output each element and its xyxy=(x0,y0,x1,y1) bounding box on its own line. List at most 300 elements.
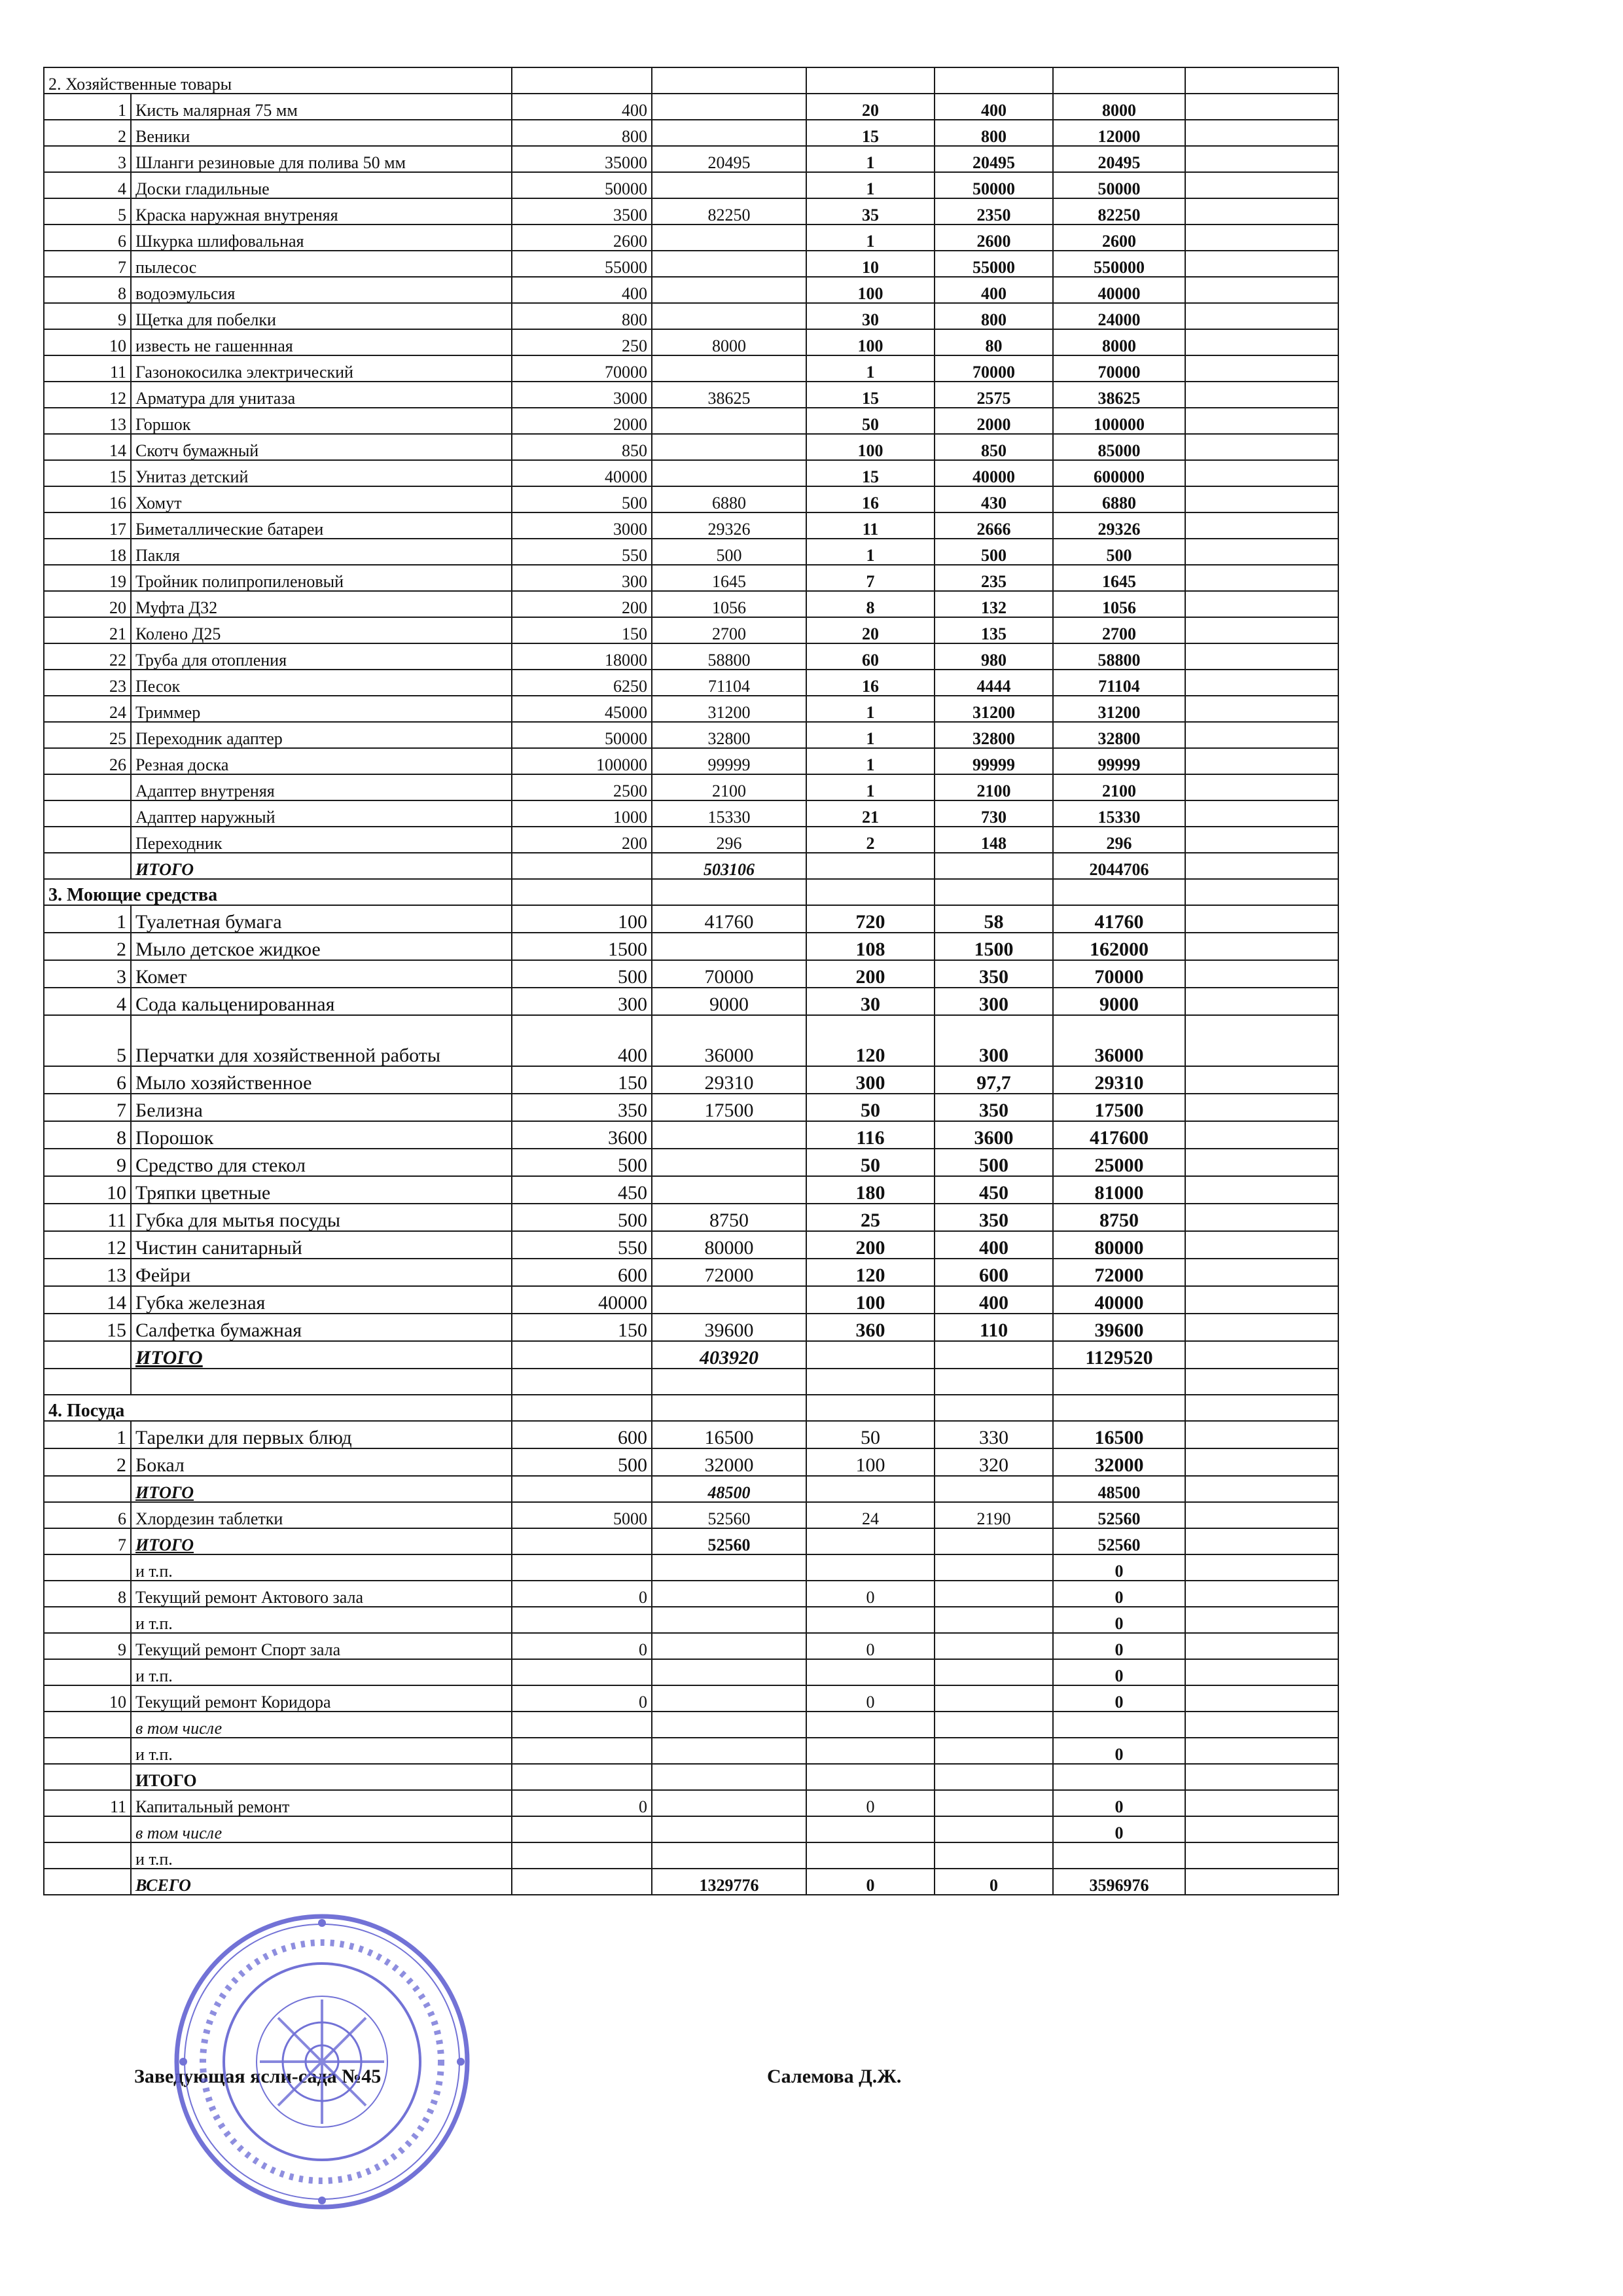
item-qty: 1 xyxy=(806,539,935,565)
table-row xyxy=(44,1842,1338,1869)
item-unit-price xyxy=(935,1738,1053,1764)
item-unit-price: 40000 xyxy=(935,460,1053,486)
item-total: 29326 xyxy=(1053,512,1185,539)
empty-cell xyxy=(1185,1554,1338,1581)
item-total xyxy=(1053,1764,1185,1790)
empty-cell xyxy=(1185,539,1338,565)
table-row xyxy=(44,198,1338,224)
empty-cell xyxy=(512,67,652,94)
item-qty: 8 xyxy=(806,591,935,617)
item-name: и т.п. xyxy=(131,1842,512,1869)
item-unit-price xyxy=(935,1659,1053,1685)
table-row xyxy=(44,1015,1338,1066)
item-name: Муфта Д32 xyxy=(131,591,512,617)
empty-cell xyxy=(935,853,1053,879)
row-number: 13 xyxy=(44,1259,131,1286)
empty-cell xyxy=(1185,827,1338,853)
item-name: Перчатки для хозяйственной работы xyxy=(131,1015,512,1066)
table-row xyxy=(44,988,1338,1015)
item-price xyxy=(512,1738,652,1764)
row-number: 24 xyxy=(44,696,131,722)
item-sum: 17500 xyxy=(652,1094,806,1121)
empty-cell xyxy=(1185,722,1338,748)
item-name: Доски гладильные xyxy=(131,172,512,198)
item-total: 16500 xyxy=(1053,1421,1185,1448)
item-name: Скотч бумажный xyxy=(131,434,512,460)
signature-person: Салемова Д.Ж. xyxy=(767,2066,902,2087)
item-name: и т.п. xyxy=(131,1554,512,1581)
item-qty: 30 xyxy=(806,988,935,1015)
item-sum: 8000 xyxy=(652,329,806,355)
item-qty xyxy=(806,1764,935,1790)
item-unit-price: 2575 xyxy=(935,382,1053,408)
item-unit-price xyxy=(935,1842,1053,1869)
item-price: 35000 xyxy=(512,146,652,172)
item-name: в том числе xyxy=(131,1816,512,1842)
section-header-row xyxy=(44,879,1338,905)
item-total xyxy=(1053,1712,1185,1738)
item-sum: 71104 xyxy=(652,670,806,696)
item-name: Кисть малярная 75 мм xyxy=(131,94,512,120)
item-price: 200 xyxy=(512,827,652,853)
item-total: 39600 xyxy=(1053,1314,1185,1341)
item-qty: 50 xyxy=(806,408,935,434)
item-qty: 1 xyxy=(806,224,935,251)
item-total: 162000 xyxy=(1053,933,1185,960)
item-name: и т.п. xyxy=(131,1738,512,1764)
item-name: водоэмульсия xyxy=(131,277,512,303)
item-name: Переходник xyxy=(131,827,512,853)
item-total: 29310 xyxy=(1053,1066,1185,1094)
item-total: 0 xyxy=(1053,1738,1185,1764)
item-sum: 80000 xyxy=(652,1231,806,1259)
item-total: 1056 xyxy=(1053,591,1185,617)
item-name: Горшок xyxy=(131,408,512,434)
item-total: 58800 xyxy=(1053,643,1185,670)
empty-cell xyxy=(652,67,806,94)
item-total: 32000 xyxy=(1053,1448,1185,1476)
item-price xyxy=(512,1554,652,1581)
item-name: и т.п. xyxy=(131,1659,512,1685)
empty-cell xyxy=(1185,1790,1338,1816)
item-price: 550 xyxy=(512,1231,652,1259)
section-title: 2. Хозяйственные товары xyxy=(44,67,512,94)
item-total: 8000 xyxy=(1053,329,1185,355)
item-qty: 100 xyxy=(806,1448,935,1476)
item-qty: 50 xyxy=(806,1094,935,1121)
item-name: Пакля xyxy=(131,539,512,565)
row-number: 9 xyxy=(44,303,131,329)
empty-cell xyxy=(935,1476,1053,1502)
item-price: 0 xyxy=(512,1581,652,1607)
item-total: 32800 xyxy=(1053,722,1185,748)
row-number: 12 xyxy=(44,1231,131,1259)
table-row xyxy=(44,1633,1338,1659)
row-number: 20 xyxy=(44,591,131,617)
row-number: 18 xyxy=(44,539,131,565)
item-unit-price: 350 xyxy=(935,1204,1053,1231)
item-sum: 52560 xyxy=(652,1528,806,1554)
item-price: 40000 xyxy=(512,460,652,486)
row-number: 8 xyxy=(44,1581,131,1607)
item-name: Колено Д25 xyxy=(131,617,512,643)
item-price: 0 xyxy=(512,1633,652,1659)
item-sum xyxy=(652,434,806,460)
item-total: 2600 xyxy=(1053,224,1185,251)
item-unit-price xyxy=(935,1685,1053,1712)
item-price: 200 xyxy=(512,591,652,617)
item-qty: 0 xyxy=(806,1790,935,1816)
item-unit-price: 300 xyxy=(935,988,1053,1015)
item-total: 2700 xyxy=(1053,617,1185,643)
item-price: 2600 xyxy=(512,224,652,251)
item-total: 38625 xyxy=(1053,382,1185,408)
empty-cell xyxy=(1185,1149,1338,1176)
item-price xyxy=(512,1528,652,1554)
item-qty: 15 xyxy=(806,120,935,146)
empty-cell xyxy=(512,1341,652,1369)
table-row xyxy=(44,774,1338,800)
row-number: 1 xyxy=(44,94,131,120)
item-sum xyxy=(652,1554,806,1581)
empty-cell xyxy=(1185,1259,1338,1286)
empty-cell xyxy=(1185,251,1338,277)
item-name: Туалетная бумага xyxy=(131,905,512,933)
item-unit-price: 850 xyxy=(935,434,1053,460)
item-price: 500 xyxy=(512,1149,652,1176)
row-number xyxy=(44,1712,131,1738)
empty-cell xyxy=(1185,1094,1338,1121)
item-price: 250 xyxy=(512,329,652,355)
item-unit-price: 135 xyxy=(935,617,1053,643)
empty-cell xyxy=(1185,643,1338,670)
item-qty xyxy=(806,1816,935,1842)
item-name: Щетка для побелки xyxy=(131,303,512,329)
table-row xyxy=(44,539,1338,565)
item-unit-price: 500 xyxy=(935,539,1053,565)
item-qty xyxy=(806,1659,935,1685)
item-qty: 50 xyxy=(806,1421,935,1448)
item-unit-price: 110 xyxy=(935,1314,1053,1341)
item-total: 9000 xyxy=(1053,988,1185,1015)
table-row xyxy=(44,722,1338,748)
total-label: ИТОГО xyxy=(131,853,512,879)
row-number: 23 xyxy=(44,670,131,696)
item-unit-price: 400 xyxy=(935,277,1053,303)
item-qty: 16 xyxy=(806,486,935,512)
empty-cell xyxy=(1185,67,1338,94)
item-qty: 720 xyxy=(806,905,935,933)
table-row xyxy=(44,617,1338,643)
item-unit-price: 350 xyxy=(935,1094,1053,1121)
item-qty xyxy=(806,1842,935,1869)
item-sum: 31200 xyxy=(652,696,806,722)
item-price: 300 xyxy=(512,988,652,1015)
empty-cell xyxy=(1185,1842,1338,1869)
empty-cell xyxy=(806,1476,935,1502)
grand-total-label: ВСЕГО xyxy=(131,1869,512,1895)
item-sum xyxy=(652,1633,806,1659)
table-row xyxy=(44,1259,1338,1286)
item-qty: 0 xyxy=(806,1633,935,1659)
item-unit-price: 2600 xyxy=(935,224,1053,251)
item-total: 72000 xyxy=(1053,1259,1185,1286)
table-row xyxy=(44,1204,1338,1231)
table-row xyxy=(44,1421,1338,1448)
table-row xyxy=(44,800,1338,827)
item-sum xyxy=(652,94,806,120)
budget-table xyxy=(43,67,1339,1895)
row-number xyxy=(44,1764,131,1790)
empty-cell xyxy=(935,1369,1053,1395)
item-unit-price: 800 xyxy=(935,120,1053,146)
row-number: 6 xyxy=(44,1502,131,1528)
row-number: 11 xyxy=(44,1204,131,1231)
item-qty: 15 xyxy=(806,382,935,408)
item-qty: 180 xyxy=(806,1176,935,1204)
item-total: 24000 xyxy=(1053,303,1185,329)
item-price: 150 xyxy=(512,617,652,643)
item-total: 81000 xyxy=(1053,1176,1185,1204)
item-qty: 200 xyxy=(806,960,935,988)
item-unit-price: 2666 xyxy=(935,512,1053,539)
total-amount: 2044706 xyxy=(1053,853,1185,879)
item-total: 40000 xyxy=(1053,277,1185,303)
item-sum xyxy=(652,1764,806,1790)
item-total: 8750 xyxy=(1053,1204,1185,1231)
empty-cell xyxy=(1185,960,1338,988)
item-total: 52560 xyxy=(1053,1528,1185,1554)
empty-cell xyxy=(1185,696,1338,722)
item-total: 71104 xyxy=(1053,670,1185,696)
total-sum: 503106 xyxy=(652,853,806,879)
item-unit-price: 132 xyxy=(935,591,1053,617)
item-name: Хомут xyxy=(131,486,512,512)
item-sum: 72000 xyxy=(652,1259,806,1286)
empty-cell xyxy=(44,1369,131,1395)
empty-cell xyxy=(1185,1341,1338,1369)
table-row xyxy=(44,670,1338,696)
item-name: Сода кальценированная xyxy=(131,988,512,1015)
item-price: 50000 xyxy=(512,722,652,748)
item-sum: 2700 xyxy=(652,617,806,643)
empty-cell xyxy=(935,1341,1053,1369)
table-row xyxy=(44,146,1338,172)
item-price: 800 xyxy=(512,120,652,146)
item-qty: 1 xyxy=(806,355,935,382)
item-qty: 1 xyxy=(806,696,935,722)
item-name: Мыло хозяйственное xyxy=(131,1066,512,1094)
item-unit-price: 800 xyxy=(935,303,1053,329)
item-sum xyxy=(652,1712,806,1738)
item-total: 85000 xyxy=(1053,434,1185,460)
empty-cell xyxy=(652,1395,806,1421)
row-number xyxy=(44,1607,131,1633)
empty-cell xyxy=(44,1341,131,1369)
item-price: 5000 xyxy=(512,1502,652,1528)
item-price: 600 xyxy=(512,1421,652,1448)
empty-cell xyxy=(1185,1121,1338,1149)
row-number: 7 xyxy=(44,1528,131,1554)
item-sum xyxy=(652,172,806,198)
item-total: 15330 xyxy=(1053,800,1185,827)
empty-cell xyxy=(1185,198,1338,224)
item-total: 0 xyxy=(1053,1607,1185,1633)
item-sum: 32000 xyxy=(652,1448,806,1476)
item-unit-price: 4444 xyxy=(935,670,1053,696)
table-row xyxy=(44,120,1338,146)
item-qty: 300 xyxy=(806,1066,935,1094)
item-price: 400 xyxy=(512,277,652,303)
item-unit-price: 148 xyxy=(935,827,1053,853)
item-sum xyxy=(652,1790,806,1816)
item-name: Шкурка шлифовальная xyxy=(131,224,512,251)
item-price: 150 xyxy=(512,1314,652,1341)
row-number: 4 xyxy=(44,988,131,1015)
item-price: 500 xyxy=(512,486,652,512)
empty-cell xyxy=(1185,1581,1338,1607)
table-row xyxy=(44,1659,1338,1685)
item-unit-price xyxy=(935,1712,1053,1738)
table-row xyxy=(44,1314,1338,1341)
empty-cell xyxy=(806,1341,935,1369)
item-unit-price: 330 xyxy=(935,1421,1053,1448)
item-unit-price: 500 xyxy=(935,1149,1053,1176)
empty-cell xyxy=(935,1395,1053,1421)
row-number: 3 xyxy=(44,960,131,988)
empty-cell xyxy=(1185,172,1338,198)
empty-cell xyxy=(1185,1869,1338,1895)
item-unit-price xyxy=(935,1554,1053,1581)
item-total: 82250 xyxy=(1053,198,1185,224)
item-total: 20495 xyxy=(1053,146,1185,172)
item-price: 3000 xyxy=(512,512,652,539)
item-unit-price xyxy=(935,1790,1053,1816)
item-qty: 1 xyxy=(806,172,935,198)
row-number: 9 xyxy=(44,1633,131,1659)
item-unit-price: 99999 xyxy=(935,748,1053,774)
total-sum: 403920 xyxy=(652,1341,806,1369)
item-qty: 24 xyxy=(806,1502,935,1528)
item-price: 1500 xyxy=(512,933,652,960)
table-row xyxy=(44,224,1338,251)
item-unit-price: 730 xyxy=(935,800,1053,827)
row-number: 6 xyxy=(44,1066,131,1094)
item-total: 0 xyxy=(1053,1685,1185,1712)
item-price: 150 xyxy=(512,1066,652,1094)
table-row xyxy=(44,905,1338,933)
item-qty: 0 xyxy=(806,1685,935,1712)
item-total: 12000 xyxy=(1053,120,1185,146)
empty-cell xyxy=(1185,1712,1338,1738)
empty-cell xyxy=(44,853,131,879)
item-unit-price: 50000 xyxy=(935,172,1053,198)
item-name: Текущий ремонт Спорт зала xyxy=(131,1633,512,1659)
item-sum: 82250 xyxy=(652,198,806,224)
empty-cell xyxy=(44,1869,131,1895)
empty-cell xyxy=(1185,382,1338,408)
item-qty xyxy=(806,1607,935,1633)
section-header-row xyxy=(44,67,1338,94)
row-number xyxy=(44,1842,131,1869)
row-number: 2 xyxy=(44,933,131,960)
item-price: 600 xyxy=(512,1259,652,1286)
official-stamp-seal xyxy=(171,1911,473,2212)
item-sum: 38625 xyxy=(652,382,806,408)
row-number: 26 xyxy=(44,748,131,774)
section-header-row xyxy=(44,1395,1338,1421)
item-price: 18000 xyxy=(512,643,652,670)
row-number xyxy=(44,827,131,853)
item-name: Биметаллические батареи xyxy=(131,512,512,539)
item-unit-price xyxy=(935,1764,1053,1790)
item-sum: 41760 xyxy=(652,905,806,933)
item-sum: 52560 xyxy=(652,1502,806,1528)
empty-cell xyxy=(1185,800,1338,827)
table-row xyxy=(44,1448,1338,1476)
item-qty: 1 xyxy=(806,146,935,172)
table-row xyxy=(44,827,1338,853)
table-row xyxy=(44,933,1338,960)
item-name: Газонокосилка электрический xyxy=(131,355,512,382)
item-name: Песок xyxy=(131,670,512,696)
table-row xyxy=(44,460,1338,486)
item-price: 800 xyxy=(512,303,652,329)
item-price: 350 xyxy=(512,1094,652,1121)
empty-cell xyxy=(44,1476,131,1502)
item-price: 1000 xyxy=(512,800,652,827)
item-sum: 296 xyxy=(652,827,806,853)
item-unit-price: 235 xyxy=(935,565,1053,591)
item-unit-price: 32800 xyxy=(935,722,1053,748)
item-total: 50000 xyxy=(1053,172,1185,198)
item-price: 500 xyxy=(512,1448,652,1476)
item-unit-price: 2350 xyxy=(935,198,1053,224)
table-row xyxy=(44,696,1338,722)
table-row xyxy=(44,303,1338,329)
empty-cell xyxy=(652,1369,806,1395)
item-qty: 16 xyxy=(806,670,935,696)
item-unit-price: 55000 xyxy=(935,251,1053,277)
empty-cell xyxy=(1185,748,1338,774)
empty-cell xyxy=(1185,1176,1338,1204)
section-total-row xyxy=(44,1476,1338,1502)
empty-cell xyxy=(1185,1231,1338,1259)
table-row xyxy=(44,94,1338,120)
total-label: ИТОГО xyxy=(131,1476,512,1502)
row-number xyxy=(44,1816,131,1842)
item-sum: 39600 xyxy=(652,1314,806,1341)
item-qty xyxy=(806,1712,935,1738)
item-unit-price: 97,7 xyxy=(935,1066,1053,1094)
empty-cell xyxy=(1185,1633,1338,1659)
item-qty: 60 xyxy=(806,643,935,670)
item-total: 40000 xyxy=(1053,1286,1185,1314)
item-price xyxy=(512,1712,652,1738)
table-row xyxy=(44,512,1338,539)
item-unit-price: 2000 xyxy=(935,408,1053,434)
item-total: 0 xyxy=(1053,1659,1185,1685)
item-total: 296 xyxy=(1053,827,1185,853)
item-sum: 8750 xyxy=(652,1204,806,1231)
item-price: 2000 xyxy=(512,408,652,434)
empty-cell xyxy=(1185,434,1338,460)
item-name: Капитальный ремонт xyxy=(131,1790,512,1816)
item-price: 45000 xyxy=(512,696,652,722)
item-sum xyxy=(652,120,806,146)
table-row xyxy=(44,1685,1338,1712)
item-qty: 100 xyxy=(806,277,935,303)
